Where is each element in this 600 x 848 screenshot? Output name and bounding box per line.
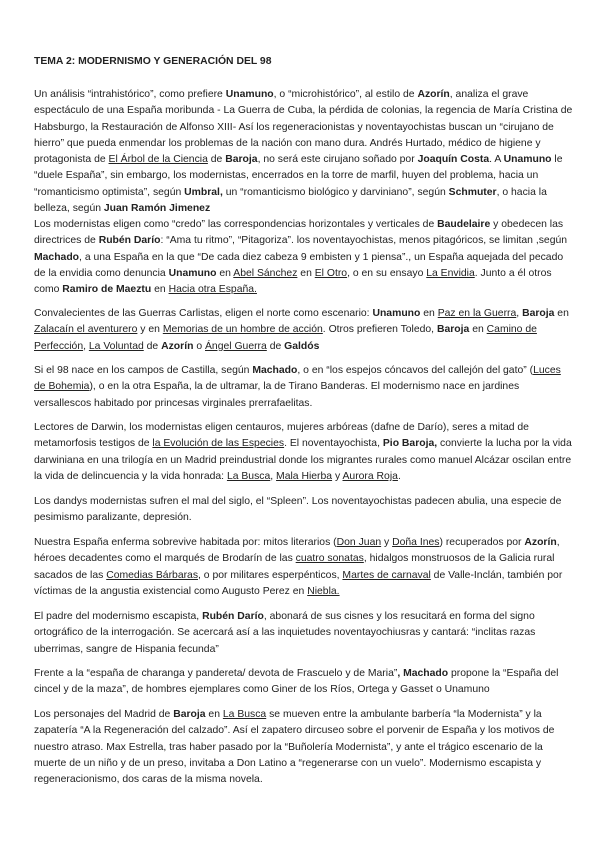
text-run: Los modernistas eligen como “credo” las correspondencias horizontales y verticales de <box>34 219 438 230</box>
underlined-title: cuatro sonatas <box>295 553 364 565</box>
underlined-title: Hacia otra España. <box>168 284 257 296</box>
text-run: , o por militares esperpénticos, <box>198 569 343 581</box>
paragraph-ruben-dario <box>34 609 574 658</box>
bold-text: Ramiro de Maeztu <box>62 284 152 296</box>
text-run: ) recuperados por <box>439 537 525 548</box>
underlined-title: Ángel Guerra <box>205 340 267 352</box>
text-run: y <box>381 537 393 548</box>
paragraph-madrid-baroja <box>34 707 574 788</box>
text-run: . Otros prefieren Toledo, <box>322 324 437 336</box>
paragraph-spleen <box>34 494 574 527</box>
text-run: y obedecen las directrices de <box>34 219 564 247</box>
underlined-title: La Voluntad <box>88 340 144 352</box>
paragraph-intrahistoria <box>34 87 574 217</box>
bold-text: Rubén Darío <box>98 235 161 247</box>
text-run: en <box>297 267 315 279</box>
bold-text: Azorín <box>524 537 557 548</box>
text-run: : “Ama tu ritmo”, “Pitagoriza”. los noventayochistas, menos pitagóricos, se limitan ,según <box>160 235 568 247</box>
text-run: de <box>207 154 226 166</box>
paragraph-darwin <box>34 420 574 485</box>
text-run: , a una España en la que “De cada diez cabeza 9 embisten y 1 piensa”., un España aquejada del pecado de la envidia como denuncia <box>34 251 564 279</box>
bold-text: Schmuter <box>448 186 497 198</box>
text-run: , <box>83 340 89 352</box>
underlined-title: la Evolución de las Especies <box>152 438 285 450</box>
text-run: , o hacia la belleza, según <box>34 186 547 215</box>
bold-text: Joaquín Costa <box>417 154 490 166</box>
bold-text: Galdós <box>284 340 320 352</box>
text-run: en <box>216 267 234 279</box>
text-run: le “duele España”, sin embargo, los modernistas, encerrados en la torre de marfil, huyen del problema, hacia un “romanticismo optimista”, según <box>34 154 563 198</box>
underlined-title: Memorias de un hombre de acción <box>162 324 323 336</box>
underlined-title: Abel Sánchez <box>233 267 298 279</box>
bold-text: Unamuno <box>372 308 421 319</box>
bold-text: , Machado <box>397 668 449 679</box>
text-run: , abonará de sus cisnes y los resucitará en forma del signo ortográfico de la interrogación. Se acercará así a las inquietudes noventayochiusras y cantará: “inclitas razas uberrimas, sangre de Hispania fecunda” <box>34 611 536 655</box>
text-run: en <box>420 308 438 319</box>
text-run: Los personajes del Madrid de <box>34 709 174 720</box>
text-run: de <box>266 340 285 352</box>
text-run: y en <box>137 324 163 336</box>
underlined-title: La Busca <box>226 470 271 482</box>
underlined-title: Luces de Bohemia <box>34 365 561 393</box>
paragraph-campos-castilla <box>34 363 574 412</box>
text-run: . Junto a él otros como <box>34 267 552 296</box>
paragraph-espana-charanga <box>34 666 574 699</box>
text-run: . El noventayochista, <box>284 438 383 450</box>
underlined-title: Martes de carnaval <box>342 569 431 581</box>
text-run: o <box>193 340 205 352</box>
underlined-title: La Envidia <box>426 267 475 279</box>
bold-text: Unamuno <box>168 267 217 279</box>
text-run: , o en su ensayo <box>347 267 427 279</box>
text-run: convierte la lucha por la vida darwiniana en una trilogía en un Madrid preindustrial donde los migrantes rurales como manuel Alcázar oscilan entre la vida de delincuencia y la vida honrada: <box>34 438 572 482</box>
bold-text: Baroja <box>522 308 555 319</box>
text-run: , <box>270 470 277 482</box>
text-run: en <box>554 308 569 319</box>
text-run: El padre del modernismo escapista, <box>34 611 203 622</box>
text-run: , héroes decadentes como el marqués de Brodarín de las <box>34 537 560 565</box>
bold-text: Azorín <box>161 340 194 352</box>
text-run: , hidalgos monstruosos de la Galicia rural sacados de las <box>34 553 555 581</box>
text-run: y <box>332 470 343 482</box>
text-run: Lectores de Darwin, los modernistas eligen centauros, mujeres arbóreas (dafne de Darío), seres a mitad de metamorfosis testigos de <box>34 422 529 450</box>
text-run: propone la “España del cincel y de la maza”, de hombres ejemplares como Giner de los Ríos, Ortega y Gasset o Unamuno <box>34 668 559 696</box>
text-run: se mueven entre la ambulante barbería “la Modernista” y la zapatería “A la Regeneración del calzado”. Así el zapatero dircuseo sobre el porvenir de España y los motivos de nuestro atraso. Max Estrella, tras haber pasado por la “Buñolería Modernista”, y ante el trágico escenario de la muerte de un niño y de un preso, invitaba a Don Latino a “regenerarse con un vuelo”. Modernismo escapista y regeneracionismo, dos caras de la misma novela. <box>34 709 555 786</box>
text-run: Si el 98 nace en los campos de Castilla, según <box>34 365 253 376</box>
text-run: Un análisis “intrahistórico”, como prefiere <box>34 89 226 100</box>
underlined-title: Niebla. <box>307 585 340 597</box>
bold-text: Unamuno <box>225 89 274 100</box>
underlined-title: Don Juan <box>336 537 382 548</box>
text-run: Frente a la “españa de charanga y pandereta/ devota de Frascuelo y de Maria” <box>34 668 398 679</box>
underlined-title: Mala Hierba <box>276 470 333 482</box>
paragraph-espana-enferma <box>34 535 574 600</box>
bold-text: Umbral, <box>184 186 223 198</box>
text-run: . <box>397 470 401 482</box>
paragraph-guerras-carlistas <box>34 306 574 355</box>
text-run: , analiza el grave espectáculo de una España moribunda - La Guerra de Cuba, la pérdida de colonias, la regencia de María Cristina de Habsburgo, la Restauración de Alfonso XIII- Así los regeneracionistas y noventayochistas buscan un “cirujano de hierro” que pueda enmendar los problemas de la nación con mano dura. Andrés Hurtado, médico de higiene y protagonista de <box>34 89 573 166</box>
bold-text: Baroja <box>436 324 470 336</box>
bold-text: Machado <box>34 251 80 263</box>
underlined-title: Zalacaín el aventurero <box>34 324 138 336</box>
bold-text: Rubén Darío <box>202 611 264 622</box>
document-title: TEMA 2: MODERNISMO Y GENERACIÓN DEL 98 <box>34 56 272 67</box>
paragraph-credo-modernista <box>34 217 574 298</box>
underlined-title: El Árbol de la Ciencia <box>108 154 208 166</box>
text-run: Los dandys modernistas sufren el mal del siglo, el “Spleen”. Los noventayochistas padecen abulia, una especie de pesimismo paralizante, depresión. <box>34 496 562 524</box>
text-run: de <box>143 340 162 352</box>
text-run: ), o en la otra España, la de ultramar, la de Tirano Banderas. El modernismo nace en jardines versallescos habitado por princesas virginales prerrafaelitas. <box>34 381 520 409</box>
underlined-title: La Busca <box>222 709 267 720</box>
bold-text: Baroja <box>173 709 206 720</box>
text-run: en <box>469 324 487 336</box>
text-run: , o en “los espejos cóncavos del callejón del gato” ( <box>297 365 534 376</box>
underlined-title: Aurora Roja <box>342 470 398 482</box>
bold-text: Baroja <box>225 154 258 166</box>
text-run: de Valle-Inclán, también por víctimas de la angustia existencial como Augusto Perez en <box>34 569 563 597</box>
text-run: , o “microhistórico”, al estilo de <box>273 89 418 100</box>
underlined-title: El Otro <box>314 267 348 279</box>
text-run: . A <box>489 154 504 166</box>
bold-text: Juan Ramón Jimenez <box>103 203 211 215</box>
underlined-title: Comedias Bárbaras <box>106 569 199 581</box>
underlined-title: Paz en la Guerra <box>437 308 517 319</box>
text-run: , no será este cirujano soñado por <box>257 154 418 166</box>
text-run: , <box>516 308 523 319</box>
underlined-title: Doña Ines <box>392 537 440 548</box>
text-run: Convalecientes de las Guerras Carlistas, eligen el norte como escenario: <box>34 308 373 319</box>
underlined-title: Camino de Perfección <box>34 324 537 352</box>
text-run: en <box>205 709 223 720</box>
bold-text: Azorín <box>417 89 450 100</box>
text-run: un “romanticismo biológico y darviniano”, según <box>222 186 449 198</box>
bold-text: Baudelaire <box>437 219 491 230</box>
text-run: Nuestra España enferma sobrevive habitada por: mitos literarios ( <box>34 537 337 548</box>
bold-text: Machado <box>252 365 298 376</box>
bold-text: Unamuno <box>503 154 552 166</box>
text-run: en <box>151 284 169 296</box>
bold-text: Pio Baroja, <box>382 438 438 450</box>
